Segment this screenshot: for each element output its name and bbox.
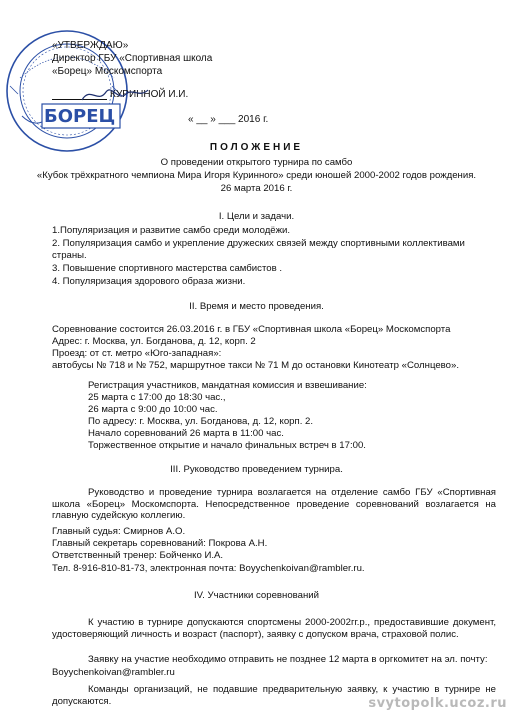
section-4-heading: IV. Участники соревнований (194, 590, 319, 601)
section-3-heading: III. Руководство проведением турнира. (170, 464, 343, 475)
address-line: Адрес: г. Москва, ул. Богданова, д. 12, корп. 2 (52, 336, 256, 347)
tournament-name: «Кубок трёхкратного чемпиона Мира Игоря Куринного» среди юношей 2000-2002 годов рождения. (36, 170, 477, 181)
stamp-logo-text: БОРЕЦ (44, 106, 116, 127)
list-item: 1.Популяризация и развитие самбо среди молодёжи. (52, 225, 291, 236)
section-1-heading: I. Цели и задачи. (218, 211, 295, 222)
handwritten-signature (80, 84, 150, 106)
registration-line: 26 марта с 9:00 до 10:00 час. (88, 404, 218, 415)
registration-line: Регистрация участников, мандатная комиссия и взвешивание: (88, 380, 367, 391)
approval-date: « __ » ___ 2016 г. (188, 114, 269, 125)
approval-organization: «Борец» Москомспорта (52, 66, 163, 77)
teams-paragraph: Команды организаций, не подавшие предварительную заявку, к участию в турнире не допускаются. (52, 684, 496, 707)
document-subtitle: О проведении открытого турнира по самбо (160, 157, 353, 168)
participants-paragraph: К участию в турнире допускаются спортсмены 2000-2002гг.р., предоставившие документ, удостоверяющий личность и возраст (паспорт), заявку с допуском врача, страховой полис. (52, 617, 496, 640)
registration-line: По адресу: г. Москва, ул. Богданова, д. 12, корп. 2. (88, 416, 314, 427)
tournament-date: 26 марта 2016 г. (220, 183, 293, 194)
registration-line: Торжественное открытие и начало финальных встреч в 17:00. (88, 440, 366, 451)
application-email: Boyychenkoivan@rambler.ru (52, 667, 175, 678)
transport-line: автобусы № 718 и № 752, маршрутное такси № 71 М до остановки Кинотеатр «Солнцево». (52, 360, 459, 371)
venue-line: Соревнование состоится 26.03.2016 г. в ГБУ «Спортивная школа «Борец» Москомспорта (52, 324, 451, 335)
list-item: 4. Популяризация здорового образа жизни. (52, 276, 246, 287)
management-paragraph: Руководство и проведение турнира возлагается на отделение самбо ГБУ «Спортивная школа «Борец» Москомспорта. Непосредственное проведение соревнований возлагается на главную судейскую коллегию. (52, 487, 496, 521)
approval-position: Директор ГБУ «Спортивная школа (52, 53, 213, 64)
chief-secretary: Главный секретарь соревнований: Покрова А.Н. (52, 538, 268, 549)
watermark: svytopolk.ucoz.ru (368, 696, 507, 711)
application-line: Заявку на участие необходимо отправить не позднее 12 марта в оргкомитет на эл. почту: (88, 654, 488, 665)
directions-line: Проезд: от ст. метро «Юго-западная»: (52, 348, 222, 359)
registration-line: 25 марта с 17:00 до 18:30 час., (88, 392, 226, 403)
approval-signatory: КУРИННОЙ И.И. (110, 89, 189, 100)
list-item: 2. Популяризация самбо и укрепление дружеских связей между спортивными коллективами (52, 238, 465, 249)
chief-judge: Главный судья: Смирнов А.О. (52, 526, 186, 537)
document-title: ПОЛОЖЕНИЕ (209, 142, 304, 153)
approval-heading: «УТВЕРЖДАЮ» (52, 40, 129, 51)
list-item: 3. Повышение спортивного мастерства самбистов . (52, 263, 282, 274)
responsible-coach: Ответственный тренер: Бойченко И.А. (52, 550, 224, 561)
section-2-heading: II. Время и место проведения. (189, 301, 324, 312)
registration-line: Начало соревнований 26 марта в 11:00 час. (88, 428, 284, 439)
list-item: страны. (52, 250, 87, 261)
contact-line: Тел. 8-916-810-81-73, электронная почта: Boyychenkoivan@rambler.ru. (52, 563, 365, 574)
